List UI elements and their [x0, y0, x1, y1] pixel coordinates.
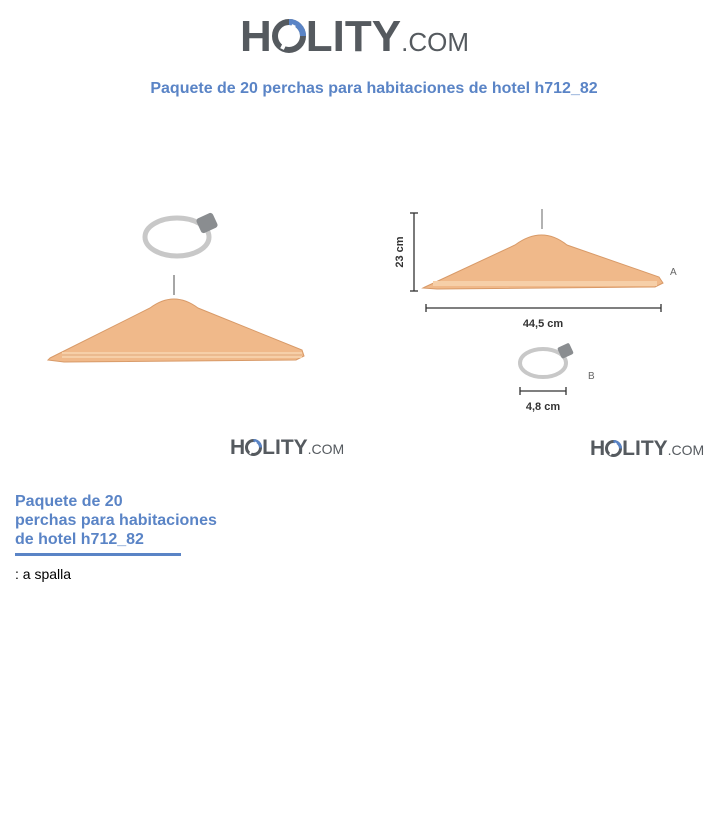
image-logo-2 [590, 437, 704, 461]
image-logo-1 [230, 436, 344, 460]
label-b: B [588, 371, 595, 382]
page-title: Paquete de 20 perchas para habitaciones de hotel h712_82 [150, 80, 598, 97]
product-title-line: Paquete de 20 [15, 493, 123, 510]
holity-logo[interactable] [240, 12, 469, 62]
logo-domain: .COM [401, 27, 469, 57]
logo-o-icon [245, 436, 262, 460]
label-a: A [670, 267, 677, 278]
product-attribute: : a spalla [15, 566, 72, 582]
ring-icon [520, 343, 574, 377]
width-label: 44,5 cm [522, 318, 564, 330]
product-title-line: perchas para habitaciones [15, 512, 217, 529]
ring-icon [145, 212, 219, 256]
logo-o-icon [272, 12, 306, 62]
product-image-dimensions[interactable] [385, 195, 705, 420]
title-underline [15, 553, 181, 556]
logo-letter-h: H [230, 436, 246, 459]
product-image-hanger[interactable] [40, 200, 320, 380]
logo-letter-h: H [240, 12, 272, 61]
logo-rest: LITY [262, 436, 308, 459]
logo-domain: .COM [667, 442, 705, 458]
logo-letter-h: H [590, 437, 606, 460]
logo-rest: LITY [622, 437, 668, 460]
height-label: 23 cm [394, 236, 406, 268]
product-title [15, 492, 230, 549]
ring-size-label: 4,8 cm [525, 401, 561, 413]
product-title-line: de hotel h712_82 [15, 531, 144, 548]
logo-o-icon [605, 437, 622, 461]
logo-domain: .COM [307, 441, 345, 457]
logo-rest: LITY [305, 12, 402, 61]
